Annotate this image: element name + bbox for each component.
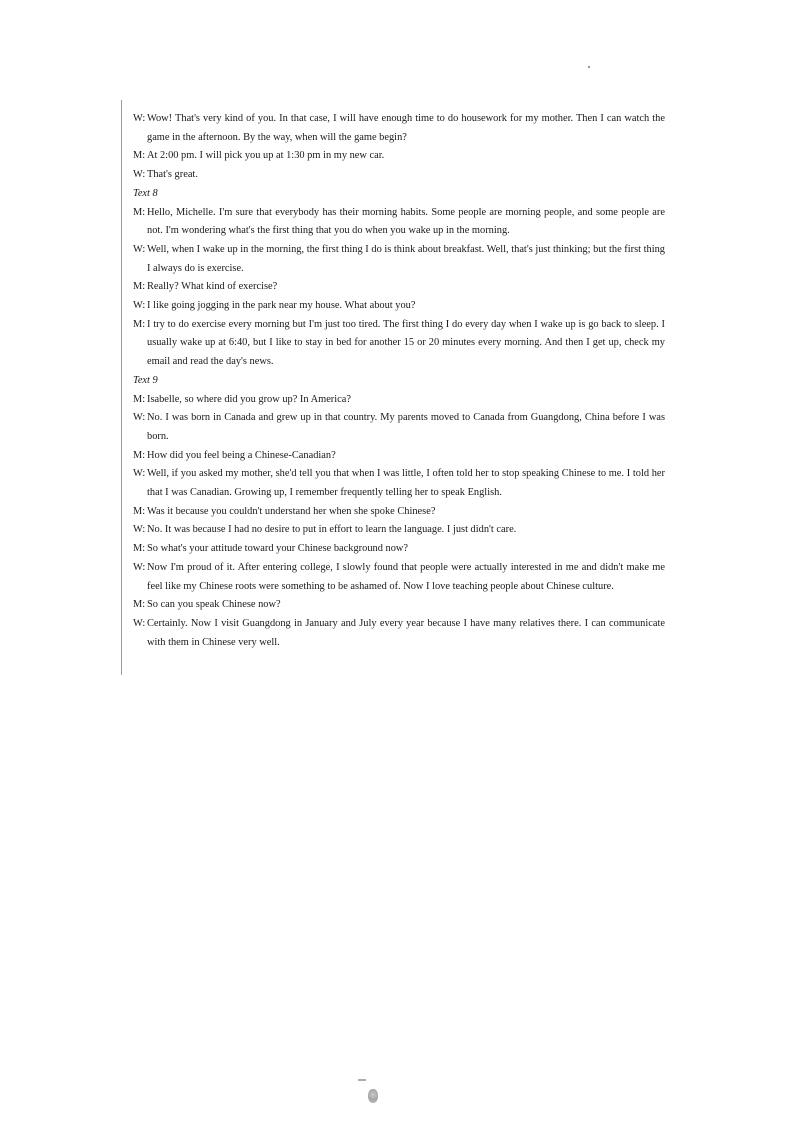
turn-text: Really? What kind of exercise?	[147, 281, 278, 293]
speaker-label: W:	[133, 300, 146, 312]
dialogue-turn	[133, 559, 665, 596]
dialogue-turn	[133, 278, 665, 297]
turn-text: Hello, Michelle. I'm sure that everybody has their morning habits. Some people are morning people, and some people are not. I'm wondering what's the first thing that you do when you wake up in the morning.	[147, 206, 665, 237]
turn-text: Wow! That's very kind of you. In that case, I will have enough time to do housework for my mother. Then I can watch the game in the afternoon. By the way, when will the game begin?	[147, 113, 665, 143]
dialogue-turn	[133, 409, 665, 446]
speaker-label: M:	[133, 206, 146, 218]
speaker-label: M:	[133, 318, 146, 330]
speaker-label: M:	[133, 599, 146, 611]
speaker-label: M:	[133, 281, 146, 293]
dialogue-turn	[133, 166, 665, 185]
dialogue-turn	[133, 316, 665, 372]
dialogue-turn	[133, 521, 665, 540]
dialogue-turn	[133, 147, 665, 166]
speaker-label: W:	[133, 561, 146, 573]
transcript-body	[133, 110, 665, 652]
scan-speck	[588, 66, 590, 68]
turn-text: So what's your attitude toward your Chinese background now?	[147, 543, 409, 555]
stamp-mark-icon	[368, 1089, 378, 1103]
speaker-label: M:	[133, 150, 146, 162]
speaker-label: W:	[133, 243, 146, 255]
turn-text: At 2:00 pm. I will pick you up at 1:30 pm in my new car.	[147, 150, 385, 162]
dialogue-turn	[133, 465, 665, 502]
speaker-label: M:	[133, 449, 146, 461]
dialogue-turn	[133, 204, 665, 241]
speaker-label: M:	[133, 393, 146, 405]
dialogue-turn	[133, 241, 665, 278]
dialogue-turn	[133, 540, 665, 559]
turn-text: So can you speak Chinese now?	[147, 599, 281, 611]
turn-text: Was it because you couldn't understand her when she spoke Chinese?	[147, 505, 436, 517]
speaker-label: W:	[133, 169, 146, 181]
margin-rule	[121, 100, 122, 675]
turn-text: Well, if you asked my mother, she'd tell you that when I was little, I often told her to stop speaking Chinese to me. I told her that I was Canadian. Growing up, I remember frequently telling her to speak English.	[147, 468, 665, 499]
dialogue-turn	[133, 110, 665, 147]
turn-text: Now I'm proud of it. After entering college, I slowly found that people were actually interested in me and didn't make me feel like my Chinese roots were something to be ashamed of. Now I love teaching people about Chinese culture.	[147, 561, 665, 592]
dialogue-turn	[133, 447, 665, 466]
turn-text: I like going jogging in the park near my house. What about you?	[147, 300, 416, 312]
section-heading: Text 9	[133, 374, 158, 386]
turn-text: Certainly. Now I visit Guangdong in January and July every year because I have many relatives there. I can communicate with them in Chinese very well.	[147, 617, 665, 648]
dialogue-turn	[133, 596, 665, 615]
turn-text: No. It was because I had no desire to put in effort to learn the language. I just didn't care.	[147, 524, 517, 536]
speaker-label: W:	[133, 468, 146, 480]
dialogue-turn	[133, 297, 665, 316]
turn-text: I try to do exercise every morning but I'm just too tired. The first thing I do every day when I wake up is go back to sleep. I usually wake up at 6:40, but I like to stay in bed for another 15 or 20 minutes every morning. And then I get up, check my email and read the day's news.	[147, 318, 665, 368]
speaker-label: W:	[133, 412, 146, 424]
dialogue-turn	[133, 615, 665, 652]
turn-text: No. I was born in Canada and grew up in that country. My parents moved to Canada from Guangdong, China before I was born.	[147, 412, 665, 442]
speaker-label: W:	[133, 113, 146, 124]
section-heading: Text 8	[133, 187, 158, 199]
speaker-label: M:	[133, 543, 146, 555]
turn-text: That's great.	[147, 169, 198, 181]
turn-text: Isabelle, so where did you grow up? In America?	[147, 393, 351, 405]
dialogue-turn	[133, 391, 665, 410]
speaker-label: W:	[133, 617, 146, 629]
dialogue-turn	[133, 503, 665, 522]
turn-text: Well, when I wake up in the morning, the first thing I do is think about breakfast. Well, that's just thinking; but the first thing I always do is exercise.	[147, 243, 665, 274]
turn-text: How did you feel being a Chinese-Canadian?	[147, 449, 336, 461]
speaker-label: W:	[133, 524, 146, 536]
scan-smudge	[358, 1079, 366, 1081]
speaker-label: M:	[133, 505, 146, 517]
